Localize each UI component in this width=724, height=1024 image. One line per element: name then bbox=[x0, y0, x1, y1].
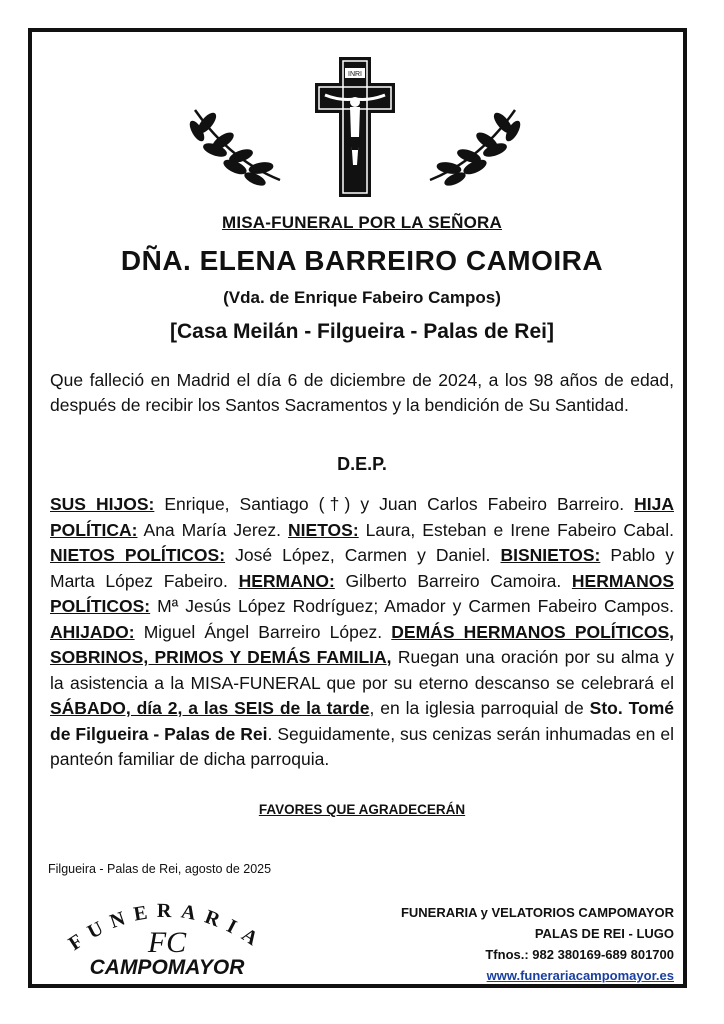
company-phones: Tfnos.: 982 380169-689 801700 bbox=[485, 947, 674, 962]
residence: [Casa Meilán - Filgueira - Palas de Rei] bbox=[170, 320, 554, 343]
company-name: FUNERARIA y VELATORIOS CAMPOMAYOR bbox=[400, 905, 674, 920]
hermano-label: HERMANO: bbox=[238, 570, 335, 591]
ruegan-text: Ruegan una oración por su alma y la asistencia a la MISA-FUNERAL que por su eterno descanso se celebrará el bbox=[50, 647, 674, 693]
logo-brand: CAMPOMAYOR bbox=[89, 956, 245, 979]
hermanos-politicos-label: HERMANOS POLÍTICOS: bbox=[50, 570, 674, 616]
demas-comma: , bbox=[386, 647, 392, 667]
nietos: Laura, Esteban e Irene Fabeiro Cabal. bbox=[358, 519, 674, 540]
closing-text: . Seguidamente, sus cenizas serán inhumadas en el panteón familiar de dicha parroquia. bbox=[50, 723, 674, 769]
hermano: Gilberto Barreiro Camoira. bbox=[334, 570, 572, 591]
company-location: PALAS DE REI - LUGO bbox=[534, 926, 674, 941]
church-name: Sto. Tomé de Filgueira - Palas de Rei bbox=[50, 698, 674, 744]
en-la-text: , en la iglesia parroquial de bbox=[369, 698, 590, 718]
hija-politica: Ana María Jerez. bbox=[137, 519, 289, 540]
ahijado-label: AHIJADO: bbox=[50, 621, 135, 642]
demas-familia-label: DEMÁS HERMANOS POLÍTICOS, SOBRINOS, PRIMOS Y DEMÁS FAMILIA bbox=[50, 621, 674, 667]
bisnietos-label: BISNIETOS: bbox=[500, 545, 601, 565]
mass-heading: MISA-FUNERAL POR LA SEÑORA bbox=[221, 213, 503, 232]
crucifix-laurel-emblem bbox=[185, 55, 525, 205]
inri-plate: INRI bbox=[348, 71, 362, 78]
nietos-politicos: José López, Carmen y Daniel. bbox=[225, 545, 501, 565]
logo-arc-text: FUNERARIA bbox=[64, 899, 270, 956]
bisnietos: Pablo y Marta López Fabeiro. bbox=[50, 545, 674, 591]
logo-monogram: FC bbox=[147, 926, 187, 959]
hermanos-politicos: Mª Jesús López Rodríguez; Amador y Carmen Fabeiro Campos. bbox=[150, 596, 674, 616]
hijos: Enrique, Santiago (†) y Juan Carlos Fabeiro Barreiro. bbox=[154, 494, 635, 514]
place-date: Filgueira - Palas de Rei, agosto de 2025 bbox=[48, 862, 272, 876]
laurel-right-icon bbox=[430, 110, 522, 188]
service-time: SÁBADO, día 2, a las SEIS de la tarde bbox=[50, 698, 370, 718]
hija-politica-label: HIJA POLÍTICA: bbox=[50, 494, 674, 540]
nietos-politicos-label: NIETOS POLÍTICOS: bbox=[50, 545, 226, 565]
company-website-link[interactable]: www.funerariacampomayor.es bbox=[486, 968, 674, 983]
hijos-label: SUS HIJOS: bbox=[50, 494, 155, 514]
death-announcement: Que falleció en Madrid el día 6 de diciembre de 2024, a los 98 años de edad, después de recibir los Santos Sacramentos y la bendición de Su Santidad. bbox=[50, 370, 674, 415]
dep: D.E.P. bbox=[337, 454, 387, 474]
nietos-label: NIETOS: bbox=[288, 519, 359, 540]
funeraria-campomayor-logo bbox=[55, 890, 280, 980]
crucifix-icon bbox=[315, 57, 395, 197]
ahijado: Miguel Ángel Barreiro López. bbox=[134, 621, 392, 642]
favores-line: FAVORES QUE AGRADECERÁN bbox=[258, 802, 466, 817]
deceased-name: DÑA. ELENA BARREIRO CAMOIRA bbox=[120, 245, 604, 276]
family-paragraph bbox=[50, 492, 674, 773]
laurel-left-icon bbox=[188, 110, 280, 188]
widow-of: (Vda. de Enrique Fabeiro Campos) bbox=[223, 288, 501, 307]
contact-block bbox=[401, 902, 674, 986]
